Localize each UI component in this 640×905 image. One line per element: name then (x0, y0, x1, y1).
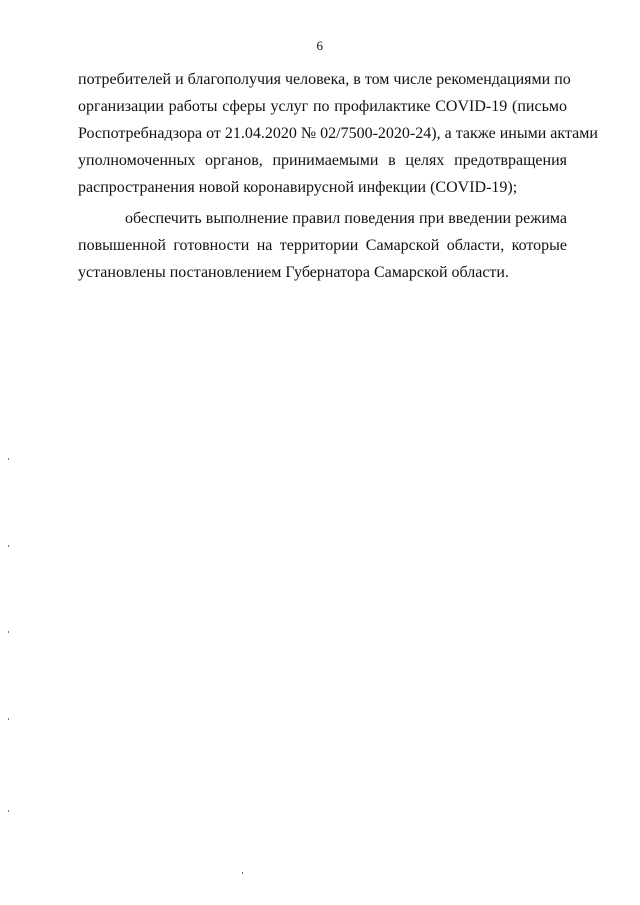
scan-speck (242, 872, 243, 874)
page-number: 6 (316, 38, 324, 53)
text-line: установлены постановлением Губернатора Самарской области. (78, 264, 509, 281)
text-line: потребителей и благополучия человека, в том числе рекомендациями по (78, 71, 571, 88)
scan-speck (8, 458, 9, 460)
text-line: уполномоченных органов, принимаемыми в целях предотвращения (78, 152, 567, 169)
scan-speck (8, 631, 9, 633)
text-line: организации работы сферы услуг по профилактике COVID-19 (письмо (78, 98, 567, 115)
text-line: повышенной готовности на территории Самарской области, которые (78, 237, 567, 254)
paragraph-continuation (78, 66, 598, 201)
scan-speck (8, 718, 9, 720)
paragraph-ensure-rules (78, 205, 567, 286)
text-line: Роспотребнадзора от 21.04.2020 № 02/7500-2020-24), а также иными актами (78, 125, 598, 142)
document-body (78, 66, 598, 286)
scan-speck (8, 810, 9, 812)
scan-speck (8, 545, 9, 547)
text-line: распространения новой коронавирусной инфекции (COVID-19); (78, 179, 518, 196)
text-line: обеспечить выполнение правил поведения при введении режима (125, 210, 567, 227)
